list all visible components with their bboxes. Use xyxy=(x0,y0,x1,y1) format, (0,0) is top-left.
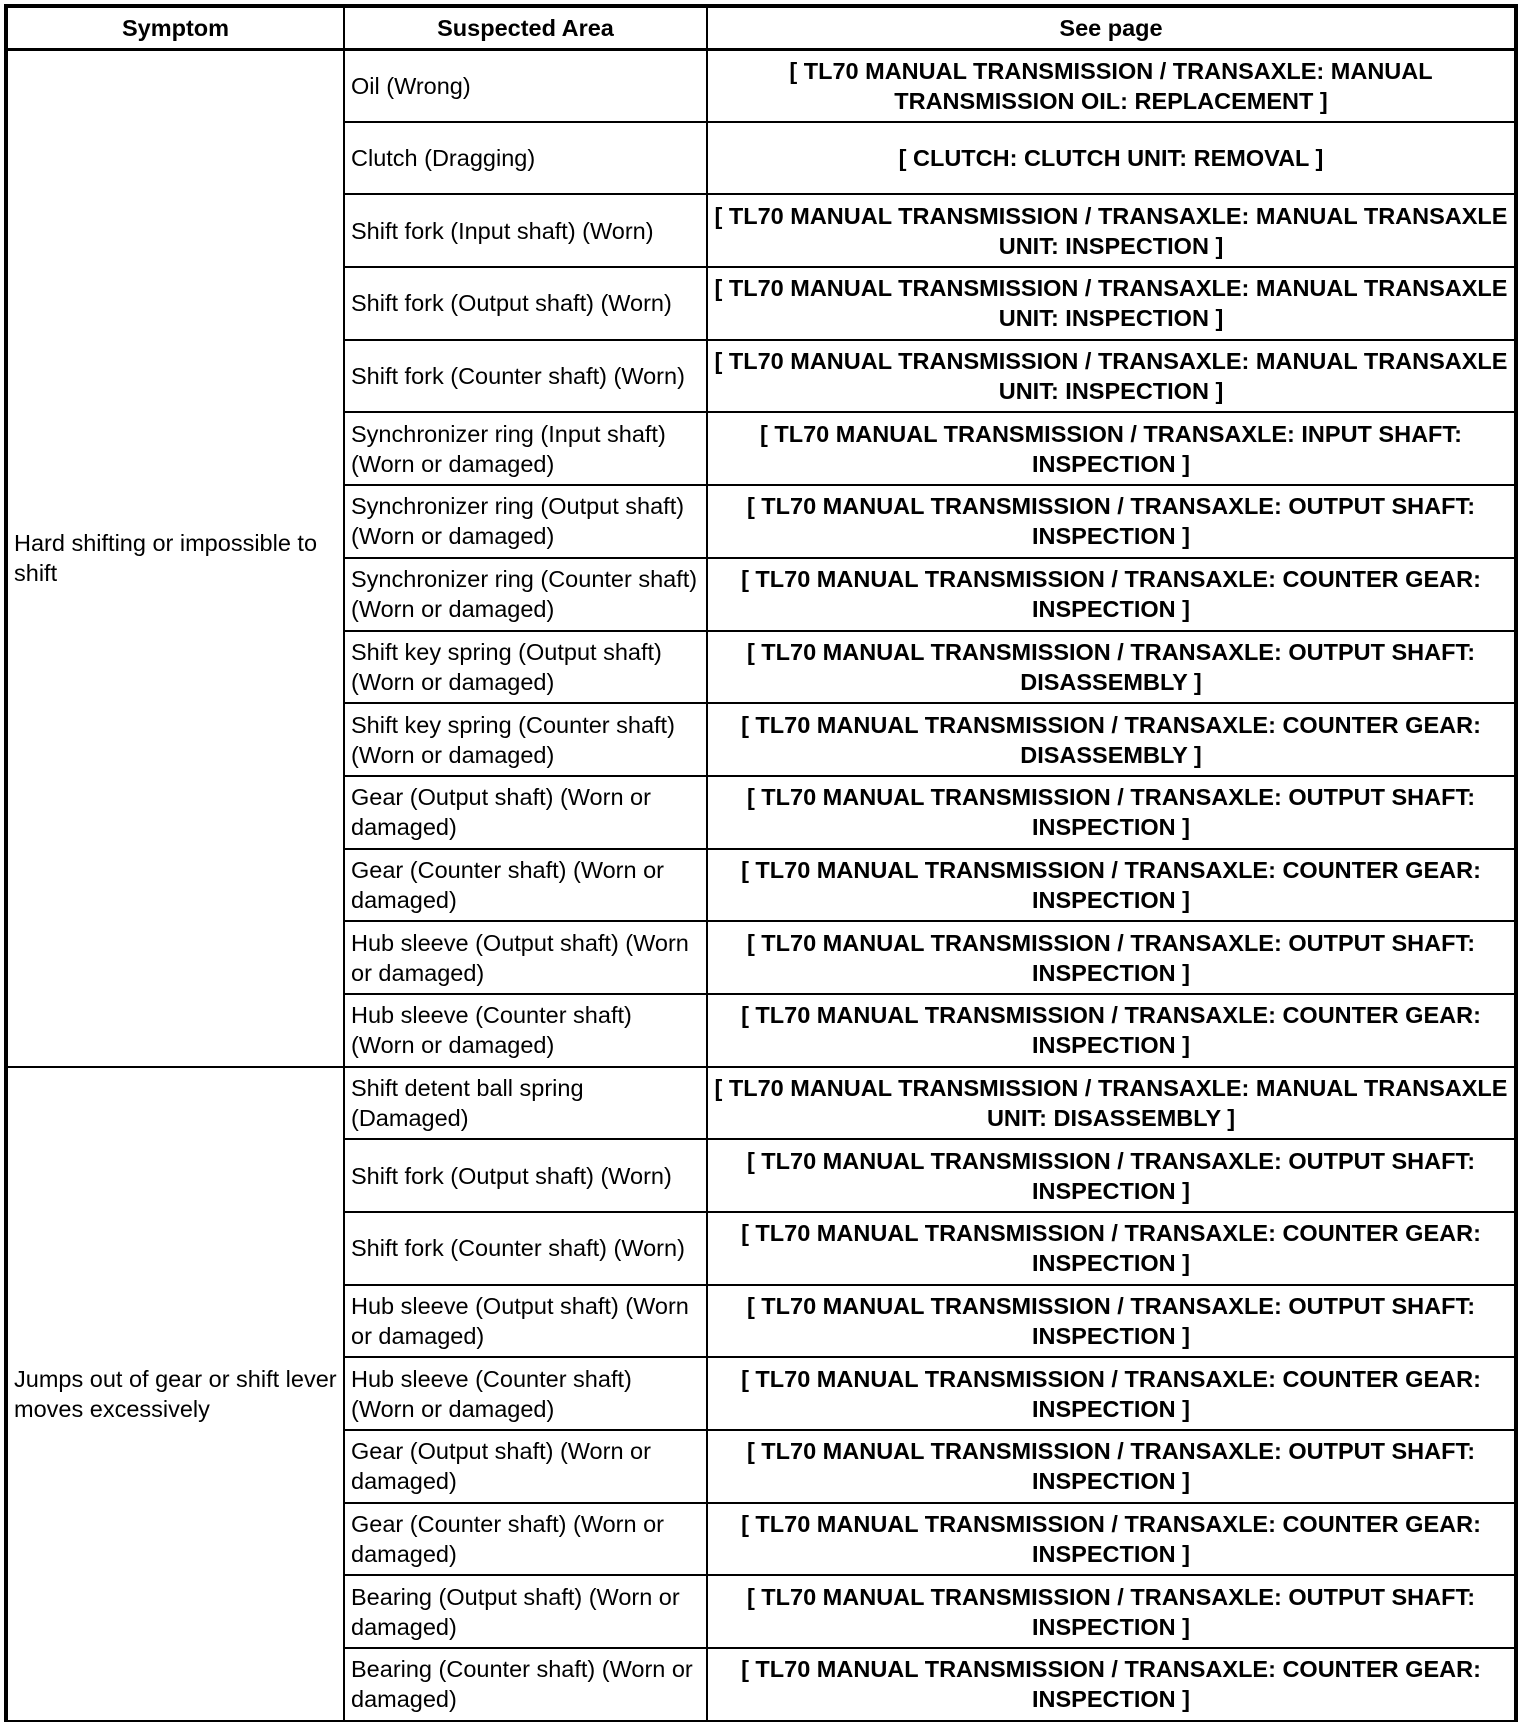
see-page-cell: [ TL70 MANUAL TRANSMISSION / TRANSAXLE: OUTPUT SHAFT: INSPECTION ] xyxy=(707,485,1515,558)
header-row xyxy=(7,7,1515,49)
suspected-area-cell: Shift fork (Counter shaft) (Worn) xyxy=(344,1212,707,1285)
suspected-area-cell: Shift fork (Output shaft) (Worn) xyxy=(344,1139,707,1212)
see-page-cell: [ TL70 MANUAL TRANSMISSION / TRANSAXLE: COUNTER GEAR: INSPECTION ] xyxy=(707,849,1515,922)
see-page-cell: [ TL70 MANUAL TRANSMISSION / TRANSAXLE: OUTPUT SHAFT: DISASSEMBLY ] xyxy=(707,631,1515,704)
suspected-area-cell: Bearing (Output shaft) (Worn or damaged) xyxy=(344,1575,707,1648)
header-suspected-area: Suspected Area xyxy=(344,7,707,49)
suspected-area-cell: Hub sleeve (Counter shaft) (Worn or damaged) xyxy=(344,994,707,1067)
see-page-cell: [ TL70 MANUAL TRANSMISSION / TRANSAXLE: OUTPUT SHAFT: INSPECTION ] xyxy=(707,776,1515,849)
symptom-cell: Jumps out of gear or shift lever moves excessively xyxy=(7,1067,344,1721)
suspected-area-cell: Gear (Output shaft) (Worn or damaged) xyxy=(344,776,707,849)
suspected-area-cell: Hub sleeve (Output shaft) (Worn or damaged) xyxy=(344,921,707,994)
suspected-area-cell: Synchronizer ring (Input shaft) (Worn or damaged) xyxy=(344,412,707,485)
see-page-cell: [ TL70 MANUAL TRANSMISSION / TRANSAXLE: MANUAL TRANSAXLE UNIT: INSPECTION ] xyxy=(707,194,1515,267)
table-body xyxy=(7,49,1515,1721)
see-page-cell: [ CLUTCH: CLUTCH UNIT: REMOVAL ] xyxy=(707,122,1515,195)
suspected-area-cell: Synchronizer ring (Counter shaft) (Worn or damaged) xyxy=(344,558,707,631)
suspected-area-cell: Shift key spring (Output shaft) (Worn or damaged) xyxy=(344,631,707,704)
see-page-cell: [ TL70 MANUAL TRANSMISSION / TRANSAXLE: OUTPUT SHAFT: INSPECTION ] xyxy=(707,1575,1515,1648)
table-header xyxy=(7,7,1515,49)
header-symptom: Symptom xyxy=(7,7,344,49)
see-page-cell: [ TL70 MANUAL TRANSMISSION / TRANSAXLE: COUNTER GEAR: INSPECTION ] xyxy=(707,558,1515,631)
suspected-area-cell: Gear (Counter shaft) (Worn or damaged) xyxy=(344,849,707,922)
see-page-cell: [ TL70 MANUAL TRANSMISSION / TRANSAXLE: INPUT SHAFT: INSPECTION ] xyxy=(707,412,1515,485)
table-row xyxy=(7,49,1515,122)
see-page-cell: [ TL70 MANUAL TRANSMISSION / TRANSAXLE: COUNTER GEAR: INSPECTION ] xyxy=(707,1212,1515,1285)
see-page-cell: [ TL70 MANUAL TRANSMISSION / TRANSAXLE: OUTPUT SHAFT: INSPECTION ] xyxy=(707,1430,1515,1503)
suspected-area-cell: Clutch (Dragging) xyxy=(344,122,707,195)
suspected-area-cell: Gear (Counter shaft) (Worn or damaged) xyxy=(344,1503,707,1576)
suspected-area-cell: Hub sleeve (Output shaft) (Worn or damaged) xyxy=(344,1285,707,1358)
table-row xyxy=(7,1067,1515,1140)
suspected-area-cell: Shift fork (Output shaft) (Worn) xyxy=(344,267,707,340)
suspected-area-cell: Shift detent ball spring (Damaged) xyxy=(344,1067,707,1140)
suspected-area-cell: Oil (Wrong) xyxy=(344,49,707,122)
see-page-cell: [ TL70 MANUAL TRANSMISSION / TRANSAXLE: MANUAL TRANSAXLE UNIT: DISASSEMBLY ] xyxy=(707,1067,1515,1140)
suspected-area-cell: Shift fork (Input shaft) (Worn) xyxy=(344,194,707,267)
suspected-area-cell: Gear (Output shaft) (Worn or damaged) xyxy=(344,1430,707,1503)
suspected-area-cell: Shift key spring (Counter shaft) (Worn or damaged) xyxy=(344,703,707,776)
header-see-page: See page xyxy=(707,7,1515,49)
suspected-area-cell: Bearing (Counter shaft) (Worn or damaged) xyxy=(344,1648,707,1721)
see-page-cell: [ TL70 MANUAL TRANSMISSION / TRANSAXLE: OUTPUT SHAFT: INSPECTION ] xyxy=(707,921,1515,994)
see-page-cell: [ TL70 MANUAL TRANSMISSION / TRANSAXLE: MANUAL TRANSAXLE UNIT: INSPECTION ] xyxy=(707,267,1515,340)
see-page-cell: [ TL70 MANUAL TRANSMISSION / TRANSAXLE: COUNTER GEAR: INSPECTION ] xyxy=(707,1648,1515,1721)
see-page-cell: [ TL70 MANUAL TRANSMISSION / TRANSAXLE: COUNTER GEAR: DISASSEMBLY ] xyxy=(707,703,1515,776)
troubleshooting-table xyxy=(6,6,1516,1722)
see-page-cell: [ TL70 MANUAL TRANSMISSION / TRANSAXLE: MANUAL TRANSAXLE UNIT: INSPECTION ] xyxy=(707,340,1515,413)
see-page-cell: [ TL70 MANUAL TRANSMISSION / TRANSAXLE: OUTPUT SHAFT: INSPECTION ] xyxy=(707,1139,1515,1212)
symptom-cell: Hard shifting or impossible to shift xyxy=(7,49,344,1067)
see-page-cell: [ TL70 MANUAL TRANSMISSION / TRANSAXLE: OUTPUT SHAFT: INSPECTION ] xyxy=(707,1285,1515,1358)
suspected-area-cell: Shift fork (Counter shaft) (Worn) xyxy=(344,340,707,413)
suspected-area-cell: Hub sleeve (Counter shaft) (Worn or damaged) xyxy=(344,1357,707,1430)
see-page-cell: [ TL70 MANUAL TRANSMISSION / TRANSAXLE: COUNTER GEAR: INSPECTION ] xyxy=(707,994,1515,1067)
see-page-cell: [ TL70 MANUAL TRANSMISSION / TRANSAXLE: COUNTER GEAR: INSPECTION ] xyxy=(707,1503,1515,1576)
see-page-cell: [ TL70 MANUAL TRANSMISSION / TRANSAXLE: MANUAL TRANSMISSION OIL: REPLACEMENT ] xyxy=(707,49,1515,122)
suspected-area-cell: Synchronizer ring (Output shaft) (Worn or damaged) xyxy=(344,485,707,558)
see-page-cell: [ TL70 MANUAL TRANSMISSION / TRANSAXLE: COUNTER GEAR: INSPECTION ] xyxy=(707,1357,1515,1430)
